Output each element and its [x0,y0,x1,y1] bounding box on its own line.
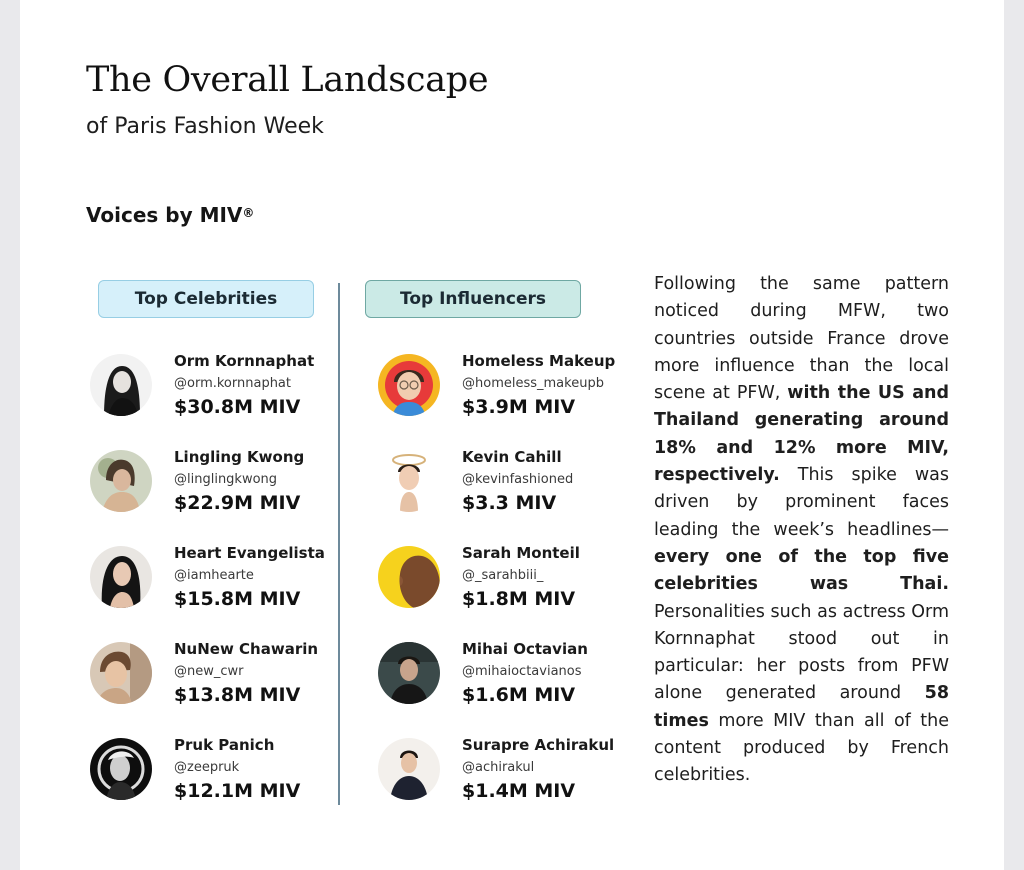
avatar-kevin-cahill [378,450,440,512]
list-item [90,734,350,830]
paragraph-text: more MIV than all of the content produced by French celebrities. [654,710,949,786]
celebrity-miv: $13.8M MIV [174,684,301,706]
avatar-mihai-octavian [378,642,440,704]
influencer-handle: @homeless_makeupb [462,376,604,391]
avatar-heart-evangelista [90,546,152,608]
list-item [378,638,638,734]
list-item [378,734,638,830]
celebrity-name: Pruk Panich [174,736,275,754]
influencer-handle: @achirakul [462,760,535,775]
top-influencers-label: Top Influencers [365,280,581,318]
list-item [378,446,638,542]
celebrity-name: Heart Evangelista [174,544,325,562]
influencer-handle: @mihaioctavianos [462,664,582,679]
list-item [378,542,638,638]
influencer-name: Sarah Monteil [462,544,580,562]
list-item [90,638,350,734]
top-celebrities-label: Top Celebrities [98,280,314,318]
list-item [378,350,638,446]
page-subtitle: of Paris Fashion Week [86,114,324,139]
influencer-name: Kevin Cahill [462,448,562,466]
influencer-name: Homeless Makeup [462,352,616,370]
paragraph-bold-text: 58 times [654,683,949,731]
influencer-miv: $1.8M MIV [462,588,576,610]
influencer-miv: $3.9M MIV [462,396,576,418]
celebrity-name: Orm Kornnaphat [174,352,315,370]
report-page [20,0,1004,870]
celebrity-miv: $22.9M MIV [174,492,301,514]
influencers-list [378,350,638,830]
celebrity-handle: @zeepruk [174,760,240,775]
celebrities-list [90,350,350,830]
celebrity-miv: $30.8M MIV [174,396,301,418]
avatar-pruk-panich [90,738,152,800]
celebrity-handle: @orm.kornnaphat [174,376,291,391]
celebrity-name: Lingling Kwong [174,448,305,466]
influencer-name: Surapre Achirakul [462,736,615,754]
celebrity-name: NuNew Chawarin [174,640,319,658]
list-item [90,446,350,542]
summary-paragraph [654,271,949,790]
celebrity-miv: $15.8M MIV [174,588,301,610]
avatar-orm-kornnaphat [90,354,152,416]
avatar-surapre-achirakul [378,738,440,800]
avatar-lingling-kwong [90,450,152,512]
page-title: The Overall Landscape [86,60,489,100]
celebrity-handle: @iamhearte [174,568,254,583]
list-item [90,350,350,446]
registered-mark: ® [242,206,255,220]
avatar-homeless-makeup [378,354,440,416]
influencer-handle: @kevinfashioned [462,472,574,487]
list-item [90,542,350,638]
influencer-miv: $1.4M MIV [462,780,576,802]
paragraph-bold-text: with the US and Thailand generating around 18% and 12% more MIV, respectively. [654,383,949,486]
paragraph-text: Personalities such as actress Orm Kornnaphat stood out in particular: her posts from PFW alone generated around [654,601,949,704]
influencer-name: Mihai Octavian [462,640,588,658]
paragraph-bold-text: every one of the top five celebrities was Thai. [654,546,949,595]
influencer-miv: $3.3 MIV [462,492,557,514]
celebrity-handle: @new_cwr [174,664,244,679]
celebrity-miv: $12.1M MIV [174,780,301,802]
avatar-sarah-monteil [378,546,440,608]
section-heading [86,201,254,229]
celebrity-handle: @linglingkwong [174,472,278,487]
influencer-miv: $1.6M MIV [462,684,576,706]
section-heading-text: Voices by MIV [86,203,243,227]
influencer-handle: @_sarahbiii_ [462,568,544,583]
paragraph-text: Following the same pattern noticed during MFW, two countries outside France drove more influence than the local scene at PFW, [654,274,949,404]
avatar-nunew-chawarin [90,642,152,704]
paragraph-text: This spike was driven by prominent faces leading the week’s headlines— [654,465,949,540]
